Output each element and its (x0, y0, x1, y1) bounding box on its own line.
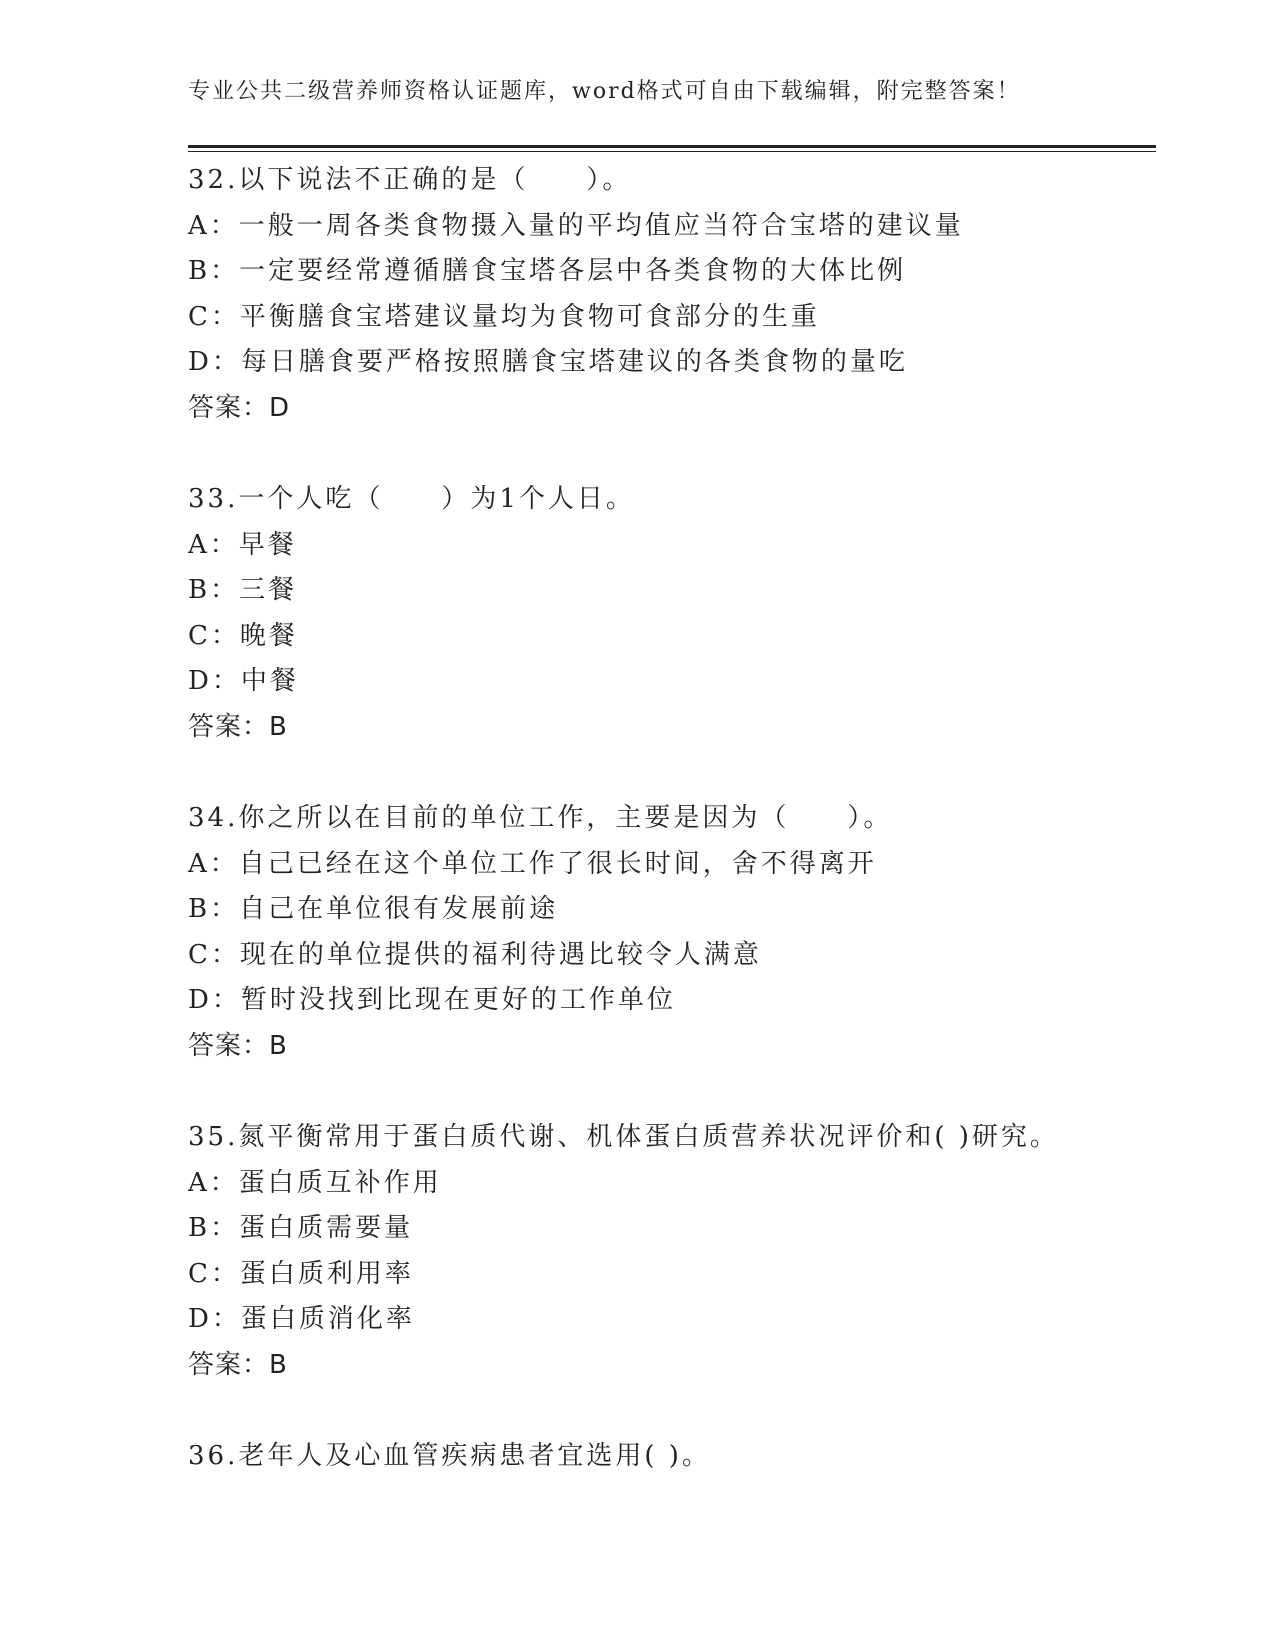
answer-line: 答案：B (188, 1030, 288, 1061)
option-c: C：晚餐 (188, 620, 298, 651)
option-d: D：蛋白质消化率 (188, 1304, 415, 1334)
option-a: A：蛋白质互补作用 (188, 1167, 442, 1198)
question-stem: 35.氮平衡常用于蛋白质代谢、机体蛋白质营养状况评价和( )研究。 (188, 1122, 1059, 1152)
answer-line: 答案：D (188, 392, 291, 423)
question-stem: 32.以下说法不正确的是（ ）。 (188, 165, 632, 195)
option-d: D：中餐 (188, 666, 299, 696)
page-header: 专业公共二级营养师资格认证题库，word格式可自由下载编辑，附完整答案！ (188, 79, 1021, 104)
question-stem: 34.你之所以在目前的单位工作，主要是因为（ ）。 (188, 803, 893, 833)
option-c: C：平衡膳食宝塔建议量均为食物可食部分的生重 (188, 301, 820, 332)
option-b: B：一定要经常遵循膳食宝塔各层中各类食物的大体比例 (188, 256, 907, 286)
question-36 (188, 1434, 1168, 1480)
header-divider-thin (188, 151, 1156, 152)
option-d: D：暂时没找到比现在更好的工作单位 (188, 985, 676, 1015)
option-a: A：一般一周各类食物摄入量的平均值应当符合宝塔的建议量 (188, 210, 964, 241)
option-b: B：三餐 (188, 575, 298, 605)
question-34 (188, 796, 1168, 1069)
question-stem: 33.一个人吃（ ）为1个人日。 (188, 484, 635, 514)
question-stem: 36.老年人及心血管疾病患者宜选用( )。 (188, 1441, 711, 1471)
option-a: A：早餐 (188, 529, 297, 560)
option-b: B：自己在单位很有发展前途 (188, 894, 559, 924)
option-c: C：现在的单位提供的福利待遇比较令人满意 (188, 939, 762, 970)
option-d: D：每日膳食要严格按照膳食宝塔建议的各类食物的量吃 (188, 347, 908, 377)
option-a: A：自己已经在这个单位工作了很长时间，舍不得离开 (188, 848, 877, 879)
option-b: B：蛋白质需要量 (188, 1213, 414, 1243)
question-33 (188, 477, 1168, 750)
question-32 (188, 158, 1168, 431)
answer-line: 答案：B (188, 1349, 288, 1380)
answer-line: 答案：B (188, 711, 288, 742)
header-divider-thick (188, 145, 1156, 148)
option-c: C：蛋白质利用率 (188, 1258, 414, 1289)
question-35 (188, 1115, 1168, 1388)
